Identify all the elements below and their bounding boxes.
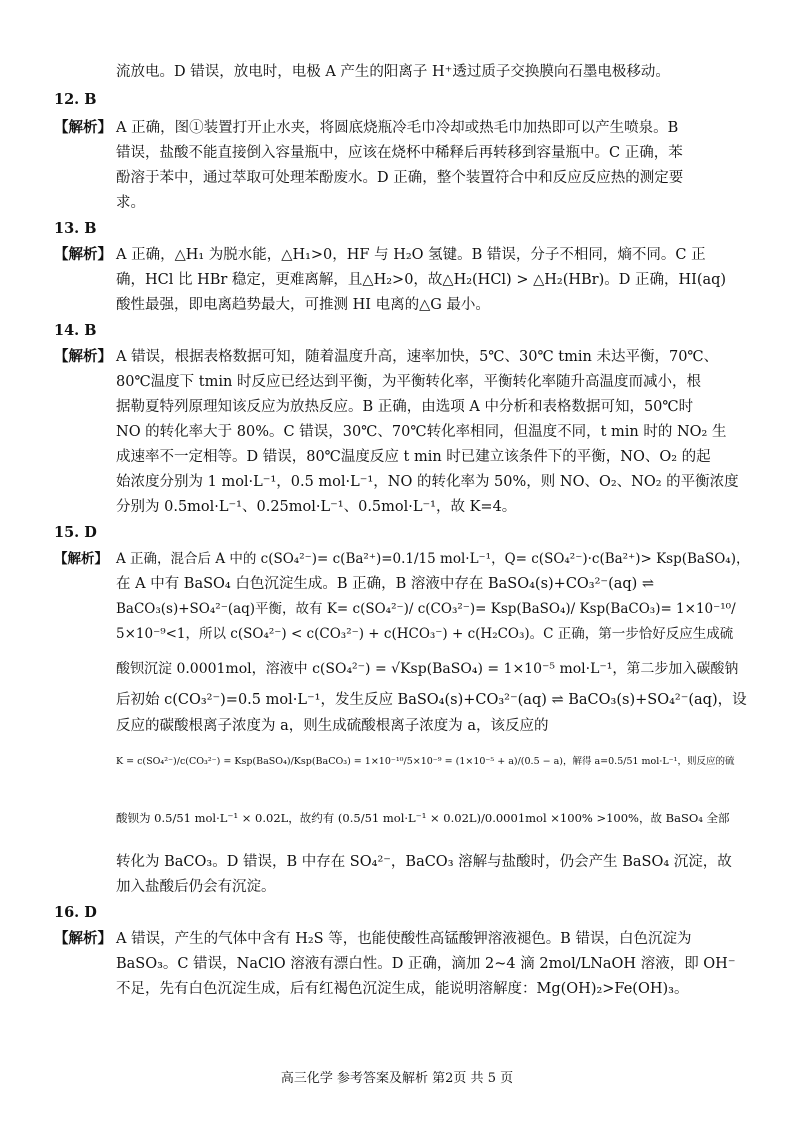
question-number: 15. D: [54, 524, 97, 541]
text-line: 后初始 c(CO₃²⁻)=0.5 mol·L⁻¹，发生反应 BaSO₄(s)+CO₃²⁻(aq) ⇌ BaCO₃(s)+SO₄²⁻(aq)，设: [116, 692, 747, 708]
analysis-line: [54, 549, 749, 569]
text-line: 80℃温度下 tmin 时反应已经达到平衡，为平衡转化率，平衡转化率随升高温度而减小，根: [116, 374, 701, 390]
text-line: 在 A 中有 BaSO₄ 白色沉淀生成。B 正确，B 溶液中存在 BaSO₄(s)+CO₃²⁻(aq) ⇌: [116, 576, 655, 592]
question-number: 12. B: [54, 91, 97, 108]
analysis-tag: 【解析】: [54, 930, 112, 947]
analysis-tag: 【解析】: [54, 119, 112, 136]
text-line: A 错误，产生的气体中含有 H₂S 等，也能使酸性高锰酸钾溶液褪色。B 错误，白色沉淀为: [116, 931, 692, 947]
analysis-tag: 【解析】: [54, 348, 112, 365]
text-line: A 正确，图①装置打开止水夹，将圆底烧瓶冷毛巾冷却或热毛巾加热即可以产生喷泉。B: [116, 120, 679, 136]
analysis-line: [54, 118, 678, 138]
page-footer: 高三化学 参考答案及解析 第2页 共 5 页: [280, 1071, 514, 1086]
analysis-tag: 【解析】: [54, 551, 108, 567]
text-line: 不足，先有白色沉淀生成，后有红褐色沉淀生成，能说明溶解度：Mg(OH)₂>Fe(OH)₃。: [116, 981, 689, 997]
text-line: 反应的碳酸根离子浓度为 a，则生成硫酸根离子浓度为 a，该反应的: [116, 718, 549, 734]
text-line: 酸钡沉淀 0.0001mol，溶液中 c(SO₄²⁻) = √Ksp(BaSO₄) = 1×10⁻⁵ mol·L⁻¹，第二步加入碳酸钠: [116, 661, 739, 677]
analysis-line: [54, 245, 706, 265]
text-line: 酚溶于苯中，通过萃取可处理苯酚废水。D 正确，整个装置符合中和反应反应热的测定要: [116, 170, 684, 186]
text-line: 酸性最强，即电离趋势最大，可推测 HI 电离的△G 最小。: [116, 297, 490, 313]
text-line: 加入盐酸后仍会有沉淀。: [116, 879, 276, 895]
analysis-tag: 【解析】: [54, 246, 112, 263]
text-line: 流放电。D 错误，放电时，电极 A 产生的阳离子 H⁺透过质子交换膜向石墨电极移动。: [116, 64, 670, 80]
text-line: 转化为 BaCO₃。D 错误，B 中存在 SO₄²⁻，BaCO₃ 溶解与盐酸时，仍会产生 BaSO₄ 沉淀，故: [116, 854, 732, 870]
text-line: 5×10⁻⁹<1，所以 c(SO₄²⁻) < c(CO₃²⁻) + c(HCO₃⁻) + c(H₂CO₃)。C 正确，第一步恰好反应生成硫: [116, 626, 734, 642]
text-line: 成速率不一定相等。D 错误，80℃温度反应 t min 时已建立该条件下的平衡，NO、O₂ 的起: [116, 449, 711, 465]
text-line: 据勒夏特列原理知该反应为放热反应。B 正确，由选项 A 中分析和表格数据可知，50℃时: [116, 399, 694, 415]
text-line: 求。: [116, 195, 145, 211]
question-number: 16. D: [54, 904, 97, 921]
text-line: A 错误，根据表格数据可知，随着温度升高，速率加快，5℃、30℃ tmin 未达平衡，70℃、: [116, 349, 719, 365]
analysis-line: [54, 347, 718, 367]
text-line: NO 的转化率大于 80%。C 错误，30℃、70℃转化率相同，但温度不同，t min 时的 NO₂ 生: [116, 424, 727, 440]
equation-line: K = c(SO₄²⁻)/c(CO₃²⁻) = Ksp(BaSO₄)/Ksp(BaCO₃) = 1×10⁻¹⁰/5×10⁻⁹ = (1×10⁻⁵ + a)/(0.5 − a)，解得 a=0.5/51 mol·L⁻¹，则反应的硫: [116, 756, 735, 767]
text-line: BaCO₃(s)+SO₄²⁻(aq)平衡，故有 K= c(SO₄²⁻)/ c(CO₃²⁻)= Ksp(BaSO₄)/ Ksp(BaCO₃)= 1×10⁻¹⁰/: [116, 601, 736, 617]
question-number: 14. B: [54, 322, 97, 339]
question-number: 13. B: [54, 220, 97, 237]
analysis-line: [54, 929, 691, 949]
text-line: A 正确，△H₁ 为脱水能，△H₁>0，HF 与 H₂O 氢键。B 错误，分子不相同，熵不同。C 正: [116, 247, 706, 263]
text-line: A 正确，混合后 A 中的 c(SO₄²⁻)= c(Ba²⁺)=0.1/15 mol·L⁻¹，Q= c(SO₄²⁻)·c(Ba²⁺)> Ksp(BaSO₄)，: [116, 551, 750, 567]
text-line: 分别为 0.5mol·L⁻¹、0.25mol·L⁻¹、0.5mol·L⁻¹，故 K=4。: [116, 499, 517, 515]
text-line: BaSO₃。C 错误，NaClO 溶液有漂白性。D 正确，滴加 2~4 滴 2mol/LNaOH 溶液，即 OH⁻: [116, 956, 736, 972]
text-line: 确，HCl 比 HBr 稳定，更难离解，且△H₂>0，故△H₂(HCl) > △H₂(HBr)。D 正确，HI(aq): [116, 272, 727, 288]
text-line: 始浓度分别为 1 mol·L⁻¹，0.5 mol·L⁻¹，NO 的转化率为 50%，则 NO、O₂、NO₂ 的平衡浓度: [116, 474, 739, 490]
equation-line: 酸钡为 0.5/51 mol·L⁻¹ × 0.02L，故约有 (0.5/51 mol·L⁻¹ × 0.02L)/0.0001mol ×100% >100%，故 BaSO₄ 全部: [116, 811, 730, 825]
text-line: 错误，盐酸不能直接倒入容量瓶中，应该在烧杯中稀释后再转移到容量瓶中。C 正确，苯: [116, 145, 683, 161]
